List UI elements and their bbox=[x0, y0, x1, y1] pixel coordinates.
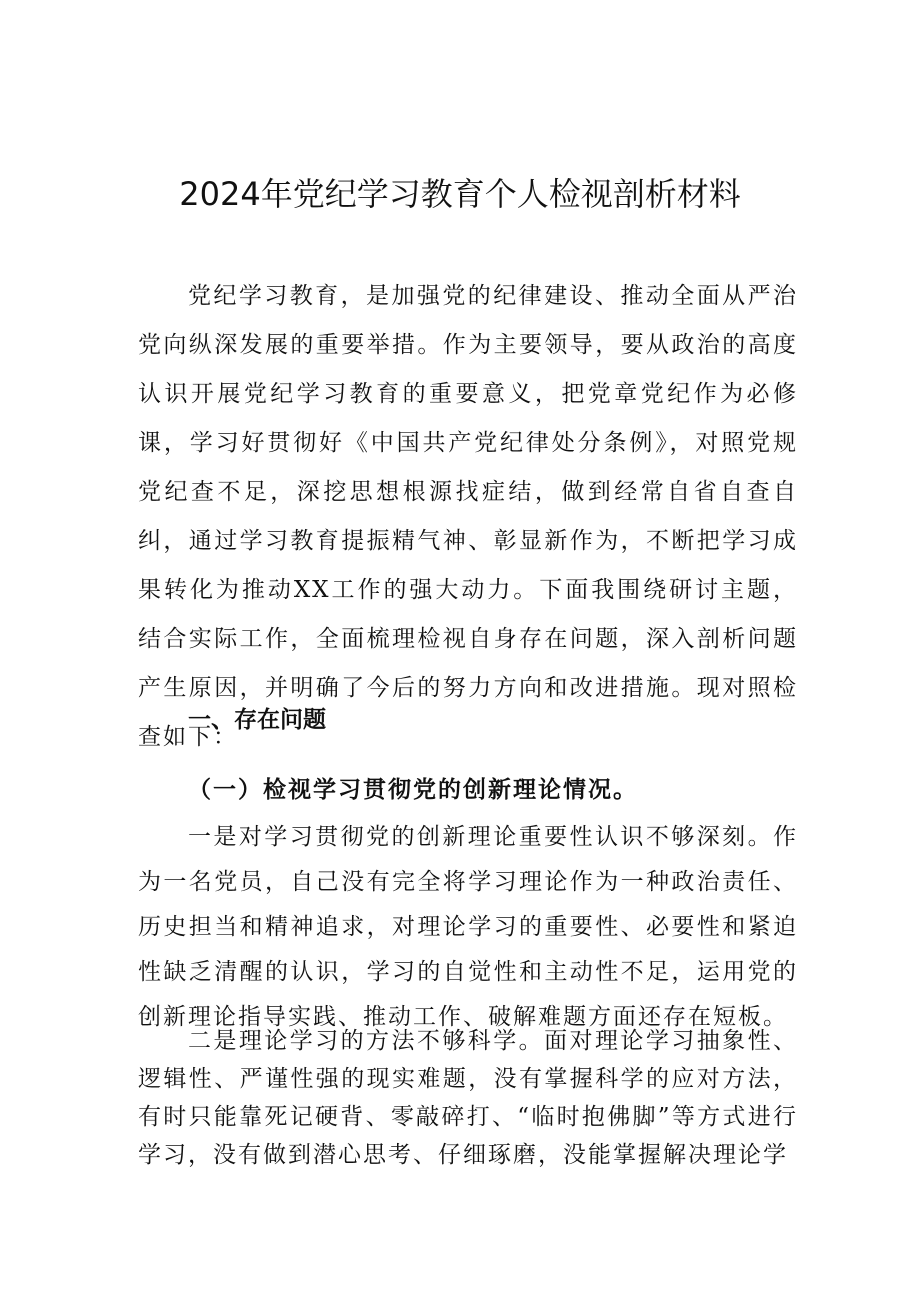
intro-paragraph: 党纪学习教育，是加强党的纪律建设、推动全面从严治党向纵深发展的重要举措。作为主要领导，要从政治的高度认识开展党纪学习教育的重要意义，把党章党纪作为必修课，学习好贯彻好《中国共产党纪律处分条例》，对照党规党纪查不足，深挖思想根源找症结，做到经常自省自查自纠，通过学习教育提振精气神、彰显新作为，不断把学习成果转化为推动XX工作的强大动力。下面我围绕研讨主题，结合实际工作，全面梳理检视自身存在问题，深入剖析问题产生原因，并明确了今后的努力方向和改进措施。现对照检查如下： bbox=[138, 283, 798, 750]
point-one-paragraph: 一是对学习贯彻党的创新理论重要性认识不够深刻。作为一名党员，自己没有完全将学习理论作为一种政治责任、历史担当和精神追求，对理论学习的重要性、必要性和紧迫性缺乏清醒的认识，学习的自觉性和主动性不足，运用党的创新理论指导实践、推动工作、破解难题方面还存在短板。 bbox=[138, 824, 798, 1030]
section-heading-existing-problems: 一、存在问题 bbox=[188, 707, 326, 733]
point-two-paragraph: 二是理论学习的方法不够科学。面对理论学习抽象性、逻辑性、严谨性强的现实难题，没有掌握科学的应对方法，有时只能靠死记硬背、零敲碎打、“临时抱佛脚”等方式进行学习，没有做到潜心思考、仔细琢磨，没能掌握解决理论学 bbox=[138, 1028, 798, 1168]
subsection-heading-theory-study: （一）检视学习贯彻党的创新理论情况。 bbox=[188, 776, 638, 803]
document-title: 2024年党纪学习教育个人检视剖析材料 bbox=[179, 175, 741, 213]
